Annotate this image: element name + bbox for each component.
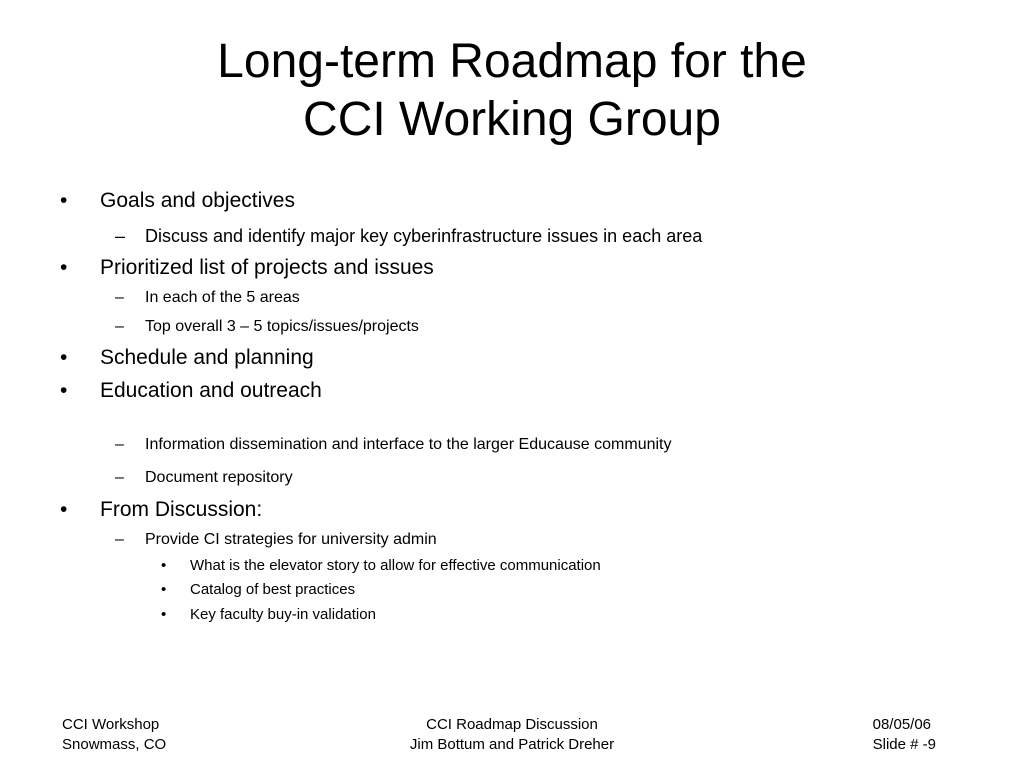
bullet-education-text: Education and outreach — [100, 379, 322, 402]
bullet-dash-icon: – — [115, 531, 124, 548]
bullet-dot-icon: • — [60, 498, 68, 521]
sub-bullet-prioritized-2 — [0, 317, 1024, 343]
bullet-goals-text: Goals and objectives — [100, 189, 295, 212]
sub-sub-bullet-discussion-c-text: Key faculty buy-in validation — [190, 606, 376, 623]
bullet-dot-icon: • — [60, 189, 68, 212]
footer-workshop: CCI Workshop — [62, 716, 160, 733]
sub-bullet-education-2-text: Document repository — [145, 469, 293, 486]
bullet-dash-icon: – — [115, 469, 124, 486]
footer-center — [312, 715, 712, 755]
bullet-schedule — [0, 346, 1024, 372]
footer-location: Snowmass, CO — [62, 736, 167, 753]
bullet-discussion-text: From Discussion: — [100, 498, 263, 521]
bullet-dot-icon: • — [161, 581, 167, 598]
sub-bullet-goals-1 — [0, 225, 1024, 251]
bullet-dash-icon: – — [115, 436, 124, 453]
bullet-dot-icon: • — [60, 346, 68, 369]
bullet-dot-icon: • — [161, 557, 167, 574]
footer-slide-number: Slide # -9 — [872, 736, 936, 753]
sub-sub-bullet-discussion-b — [0, 581, 1024, 607]
sub-sub-bullet-discussion-c — [0, 606, 1024, 632]
sub-bullet-discussion-1-text: Provide CI strategies for university admin — [145, 531, 437, 548]
bullet-dot-icon: • — [161, 606, 167, 623]
bullet-dash-icon: – — [115, 226, 126, 246]
sub-bullet-prioritized-1 — [0, 288, 1024, 314]
bullet-education — [0, 379, 1024, 405]
bullet-prioritized — [0, 256, 1024, 282]
sub-sub-bullet-discussion-a-text: What is the elevator story to allow for effective communication — [190, 557, 601, 574]
sub-bullet-prioritized-1-text: In each of the 5 areas — [145, 289, 300, 306]
sub-bullet-education-2 — [0, 468, 1024, 494]
sub-sub-bullet-discussion-a — [0, 557, 1024, 583]
bullet-schedule-text: Schedule and planning — [100, 346, 314, 369]
slide-title-line1: Long-term Roadmap for the — [217, 35, 807, 88]
footer-right — [873, 715, 936, 755]
sub-sub-bullet-discussion-b-text: Catalog of best practices — [190, 581, 356, 598]
footer-date: 08/05/06 — [872, 716, 932, 733]
sub-bullet-education-1 — [0, 435, 1024, 461]
slide-title-line2: CCI Working Group — [303, 93, 721, 146]
slide-title — [0, 33, 1024, 149]
bullet-dash-icon: – — [115, 318, 124, 335]
bullet-dot-icon: • — [60, 379, 68, 402]
sub-bullet-prioritized-2-text: Top overall 3 – 5 topics/issues/projects — [145, 318, 419, 335]
sub-bullet-education-1-text: Information dissemination and interface to the larger Educause community — [145, 436, 672, 453]
bullet-discussion — [0, 498, 1024, 524]
sub-bullet-discussion-1 — [0, 530, 1024, 556]
bullet-dot-icon: • — [60, 256, 68, 279]
bullet-dash-icon: – — [115, 289, 124, 306]
footer-left — [62, 715, 166, 755]
bullet-prioritized-text: Prioritized list of projects and issues — [100, 256, 434, 279]
footer-topic: CCI Roadmap Discussion — [426, 716, 598, 733]
sub-bullet-goals-1-text: Discuss and identify major key cyberinfrastructure issues in each area — [145, 226, 703, 246]
bullet-goals — [0, 189, 1024, 215]
footer-authors: Jim Bottum and Patrick Dreher — [409, 736, 615, 753]
